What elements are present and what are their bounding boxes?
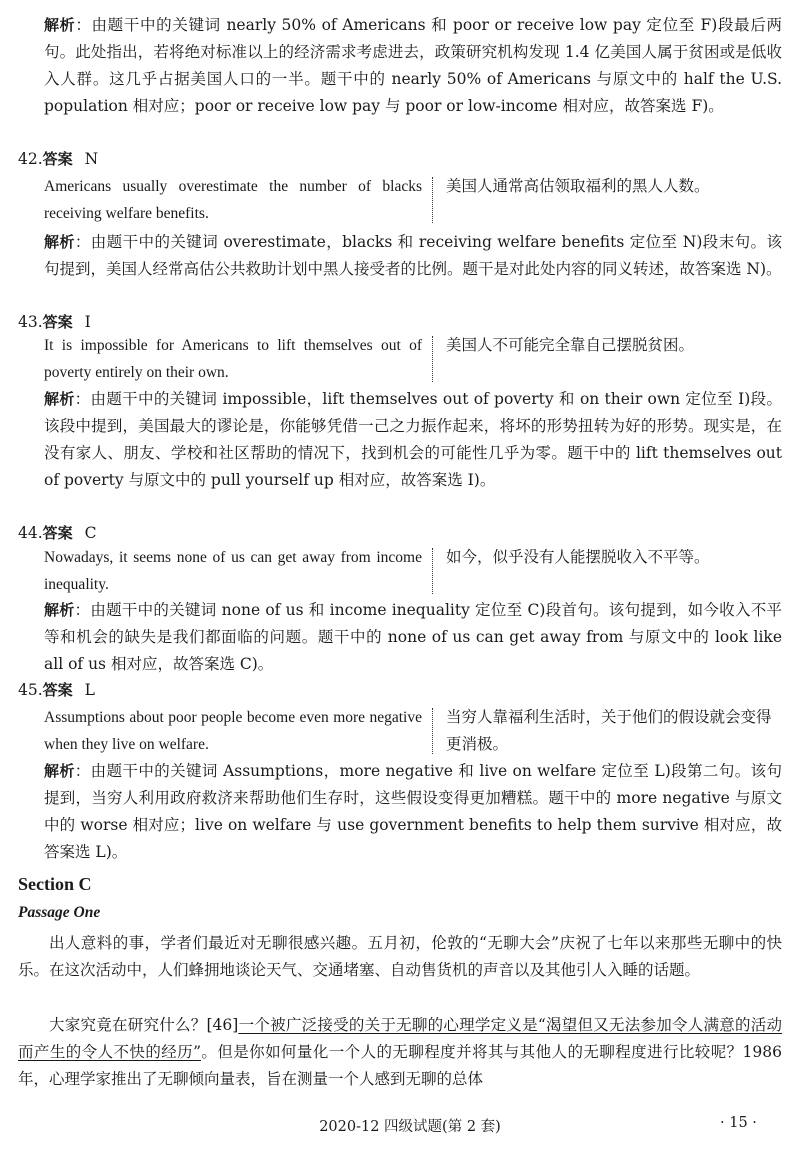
analysis-label: 解析 bbox=[44, 601, 75, 619]
answer-letter: C bbox=[84, 524, 97, 542]
answer-label: 答案 bbox=[42, 524, 73, 542]
paragraph-2-rest: 。但是你如何量化一个人的无聊程度并将其与其他人的无聊程度进行比较呢？1986 年，心理学家推出了无聊倾向量表，旨在测量一个人感到无聊的总体 bbox=[18, 1043, 782, 1088]
q42-analysis bbox=[44, 229, 782, 283]
statement-44 bbox=[44, 544, 784, 600]
statement-42 bbox=[44, 173, 784, 229]
answer-letter: N bbox=[84, 150, 99, 168]
q43-analysis-text: ：由题干中的关键词 impossible，lift themselves out of poverty 和 on their own 定位至 I)段。该段中提到，美国最大的谬论是，你能够凭借一己之力振作起来，将坏的形势扭转为好的形势。现实是，在没有家人、朋友、学校和社区帮助的情况下，找到机会的可能性几乎为零。题干中的 lift themselves out of poverty 与原文中的 pull yourself up 相对应，故答案选 I)。 bbox=[44, 390, 782, 489]
statement-45 bbox=[44, 704, 784, 760]
statement-chinese: 当穷人靠福利生活时，关于他们的假设就会变得更消极。 bbox=[446, 708, 772, 753]
page-number: · 15 · bbox=[720, 1115, 757, 1131]
statement-english: Assumptions about poor people become even more negative when they live on welfare. bbox=[44, 709, 422, 753]
dotted-separator bbox=[432, 708, 433, 754]
analysis-label: 解析 bbox=[44, 233, 75, 251]
answer-letter: I bbox=[84, 313, 91, 331]
passage-paragraph-1: 出人意料的事，学者们最近对无聊很感兴趣。五月初，伦敦的“无聊大会”庆祝了七年以来那些无聊中的快乐。在这次活动中，人们蜂拥地谈论天气、交通堵塞、自动售货机的声音以及其他引人入睡的话题。 bbox=[18, 934, 782, 979]
statement-chinese: 如今，似乎没有人能摆脱收入不平等。 bbox=[446, 548, 710, 566]
answer-label: 答案 bbox=[42, 681, 73, 699]
q41-analysis-text: ：由题干中的关键词 nearly 50% of Americans 和 poor or receive low pay 定位至 F)段最后两句。此处指出，若将绝对标准以上的经济需求考虑进去，政策研究机构发现 1.4 亿美国人属于贫困或是低收入人群。这几乎占据美国人口的一半。题干中的 nearly 50% of Americans 与原文中的 half the U.S. population 相对应；poor or receive low pay 与 poor or low-income 相对应，故答案选 F)。 bbox=[44, 16, 782, 115]
q41-analysis bbox=[44, 12, 782, 120]
answer-letter: L bbox=[84, 681, 95, 699]
question-number: 43. bbox=[18, 313, 43, 331]
statement-english: Nowadays, it seems none of us can get away from income inequality. bbox=[44, 549, 422, 593]
question-number: 44. bbox=[18, 524, 43, 542]
statement-english: It is impossible for Americans to lift themselves out of poverty entirely on their own. bbox=[44, 337, 422, 381]
dotted-separator bbox=[432, 548, 433, 594]
q42-analysis-text: ：由题干中的关键词 overestimate，blacks 和 receiving welfare benefits 定位至 N)段末句。该句提到，美国人经常高估公共救助计划中黑人接受者的比例。题干是对此处内容的同义转述，故答案选 N)。 bbox=[44, 233, 782, 278]
q44-analysis-text: ：由题干中的关键词 none of us 和 income inequality 定位至 C)段首句。该句提到，如今收入不平等和机会的缺失是我们都面临的问题。题干中的 none of us can get away from 与原文中的 look like all of us 相对应，故答案选 C)。 bbox=[44, 601, 782, 673]
analysis-label: 解析 bbox=[44, 390, 75, 408]
answer-line-45 bbox=[18, 677, 95, 703]
passage-title: Passage One bbox=[18, 904, 101, 921]
statement-english: Americans usually overestimate the number of blacks receiving welfare benefits. bbox=[44, 178, 422, 222]
answer-label: 答案 bbox=[42, 150, 73, 168]
q45-analysis bbox=[44, 758, 782, 866]
answer-line-44 bbox=[18, 520, 97, 546]
q43-analysis bbox=[44, 386, 782, 494]
answer-line-42 bbox=[18, 146, 98, 172]
passage-paragraph-2 bbox=[18, 1012, 782, 1093]
q45-analysis-text: ：由题干中的关键词 Assumptions，more negative 和 live on welfare 定位至 L)段第二句。该句提到，当穷人利用政府救济来帮助他们生存时，这些假设变得更加糟糕。题干中的 more negative 与原文中的 worse 相对应；live on welfare 与 use government benefits to help them survive 相对应，故答案选 L)。 bbox=[44, 762, 782, 861]
question-number: 42. bbox=[18, 150, 43, 168]
answer-label: 答案 bbox=[42, 313, 73, 331]
dotted-separator bbox=[432, 336, 433, 382]
statement-43 bbox=[44, 332, 784, 388]
underlined-sentence-46: 一个被广泛接受的关于无聊的心理学定义是“渴望但又无法参加令人满意的活动而产生的令人不快的经历” bbox=[18, 1016, 782, 1061]
dotted-separator bbox=[432, 177, 433, 223]
section-title: Section C bbox=[18, 874, 92, 894]
statement-chinese: 美国人通常高估领取福利的黑人人数。 bbox=[446, 177, 710, 195]
footer-title: 2020-12 四级试题(第 2 套) bbox=[319, 1119, 501, 1135]
paragraph-2-intro: 大家究竟在研究什么？[46] bbox=[49, 1016, 239, 1034]
analysis-label: 解析 bbox=[44, 762, 75, 780]
analysis-label: 解析 bbox=[44, 16, 76, 34]
q44-analysis bbox=[44, 597, 782, 678]
statement-chinese: 美国人不可能完全靠自己摆脱贫困。 bbox=[446, 336, 695, 354]
question-number: 45. bbox=[18, 681, 43, 699]
